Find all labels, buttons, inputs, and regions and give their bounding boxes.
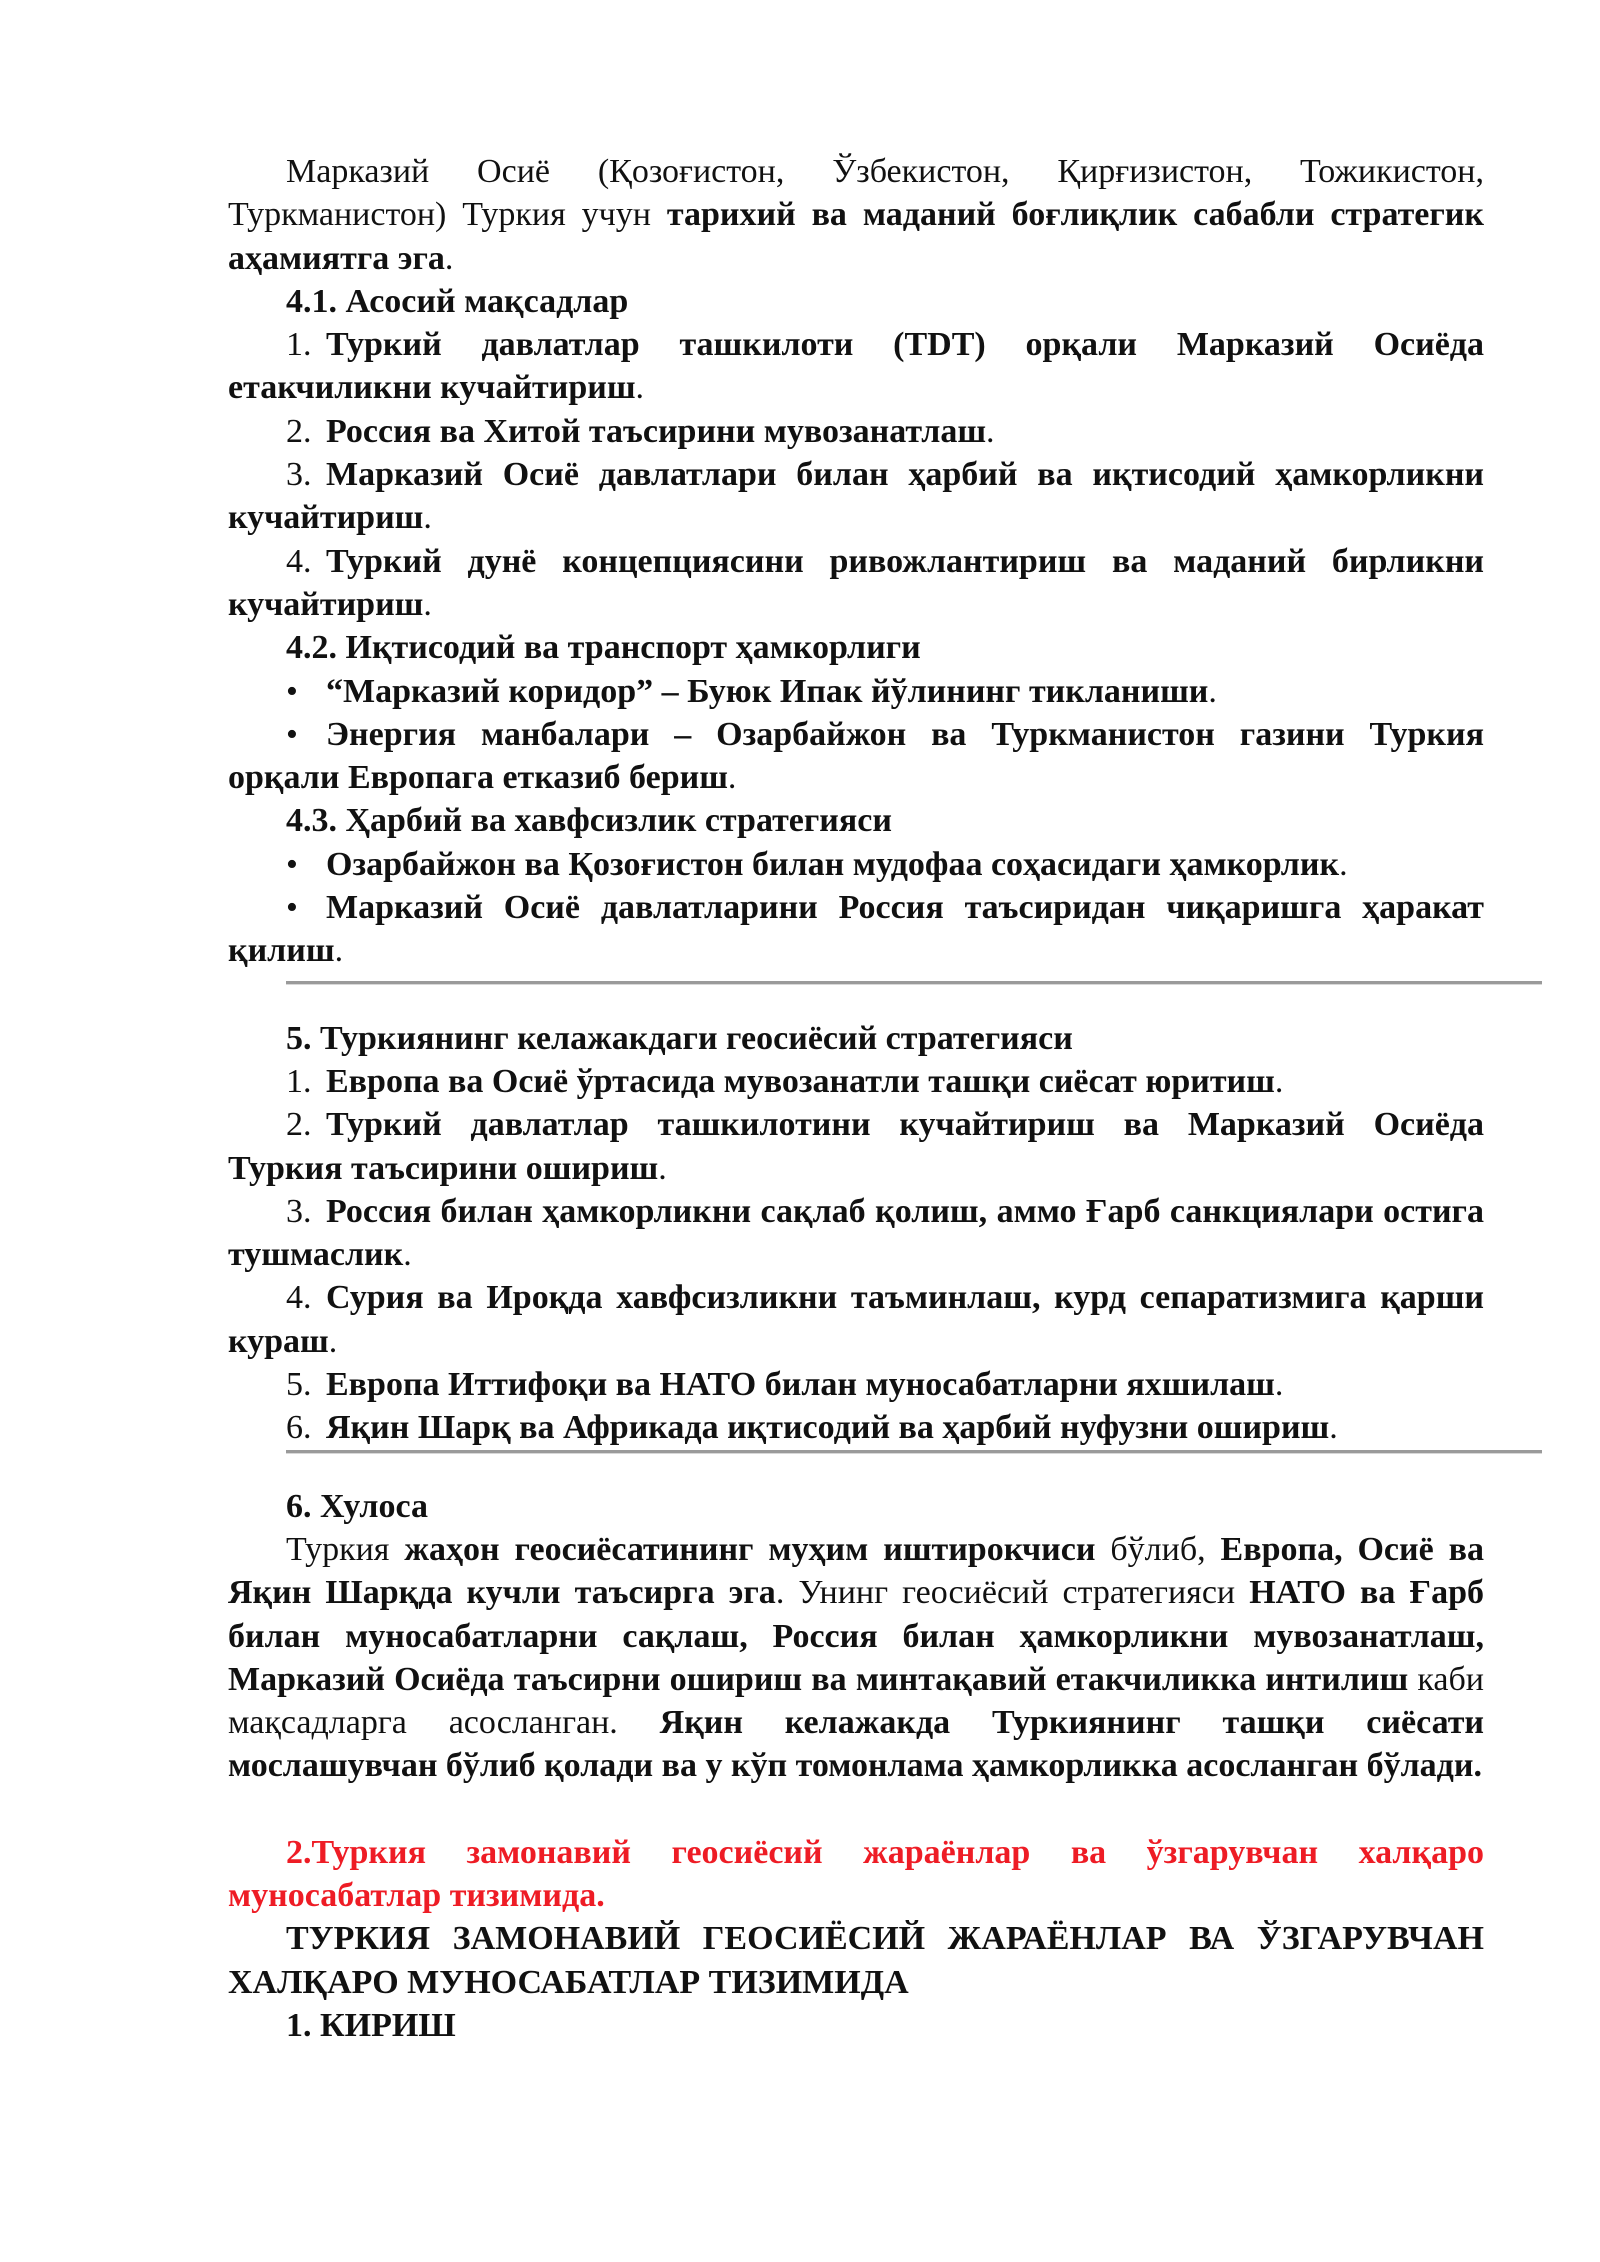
list-item [228,453,1484,540]
conclusion-text: . Унинг геосиёсий стратегияси [775,1574,1250,1612]
list-number: 3. [286,1192,312,1230]
intro-bold-text: тарихий ва маданий боғлиқлик сабабли стратегик аҳамиятга эга [228,196,1484,277]
list-item-end: . [1274,1366,1284,1404]
list-number: 1. [286,1062,312,1100]
conclusion-text: Туркия [286,1530,405,1568]
conclusion-bold-text: жаҳон геосиёсатининг муҳим иштирокчиси [404,1530,1096,1568]
list-item-text: Европа ва Осиё ўртасида мувозанатли ташқи сиёсат юритиш [326,1062,1275,1100]
section-4-3-heading: 4.3. Ҳарбий ва хавфсизлик стратегияси [286,802,892,840]
list-item-end: . [1329,1409,1338,1447]
section-4-2-heading: 4.2. Иқтисодий ва транспорт ҳамкорлиги [286,629,921,667]
section-6-heading: 6. Хулоса [286,1487,428,1525]
list-item [228,410,1484,453]
conclusion-bold-text: Яқин келажакда Туркиянинг ташқи сиёсати мослашувчан бўлиб қолади ва у кўп томонлама ҳамкорликка асосланган бўлади. [228,1704,1484,1785]
subsection-heading: 1. КИРИШ [286,2006,456,2044]
bullet-item-end: . [727,759,737,797]
conclusion-bold-text: Европа, Осиё ва Яқин Шарқда кучли таъсирга эга [228,1530,1484,1612]
list-number: 4. [286,542,312,580]
chapter-caps-title: ТУРКИЯ ЗАМОНАВИЙ ГЕОСИЁСИЙ ЖАРАЁНЛАР ВА ЎЗГАРУВЧАН ХАЛҚАРО МУНОСАБАТЛАР ТИЗИМИДА [228,1920,1484,2001]
list-item-end: . [1274,1062,1284,1100]
bullet-item [228,843,1484,886]
list-item [228,1363,1484,1406]
bullet-item-end: . [1339,845,1348,883]
conclusion-paragraph [228,1528,1484,1788]
list-item-end: . [403,1236,412,1274]
section-5-heading: 5. Туркиянинг келажакдаги геосиёсий стратегияси [286,1019,1073,1057]
bullet-item-text: Озарбайжон ва Қозоғистон билан мудофаа соҳасидаги ҳамкорлик [326,845,1340,883]
list-item-text: Сурия ва Ироқда хавфсизликни таъминлаш, курд сепаратизмига қарши кураш [228,1279,1484,1360]
list-number: 3. [286,456,312,494]
list-item-text: Яқин Шарқ ва Африкада иқтисодий ва ҳарбий нуфузни ошириш [326,1409,1330,1447]
list-item-end: . [986,412,995,450]
list-item-text: Туркий дунё концепциясини ривожлантириш ва маданий бирликни кучайтириш [228,542,1484,623]
bullet-icon: • [286,715,298,753]
conclusion-text: бўлиб, [1095,1530,1221,1568]
bullet-icon: • [286,672,298,710]
list-item [228,1276,1484,1363]
list-item-end: . [635,369,645,407]
bullet-item-text: Марказий Осиё давлатларини Россия таъсиридан чиқаришга ҳаракат қилиш [228,889,1484,970]
list-item-text: Марказий Осиё давлатлари билан ҳарбий ва иқтисодий ҳамкорликни кучайтириш [228,456,1484,537]
section-4-1-heading: 4.1. Асосий мақсадлар [286,282,629,320]
list-item-end: . [423,499,432,537]
chapter-title: 2.Туркия замонавий геосиёсий жараёнлар ва ўзгарувчан халқаро муносабатлар тизимида. [228,1833,1484,1914]
bullet-item-text: “Марказий коридор” – Буюк Ипак йўлининг тикланиши [326,672,1209,710]
conclusion-text: каби мақсадларга асосланган. [228,1660,1484,1742]
list-item [228,1406,1484,1449]
list-item-text: Европа Иттифоқи ва НАТО билан муносабатларни яхшилаш [326,1366,1275,1404]
bullet-item-text: Энергия манбалари – Озарбайжон ва Туркманистон газини Туркия орқали Европага етказиб бериш [228,715,1484,797]
list-number: 6. [286,1409,312,1447]
list-number: 1. [286,326,312,364]
list-item [228,1060,1484,1103]
list-item-end: . [423,585,432,623]
list-item-text: Туркий давлатлар ташкилоти (TDT) орқали Марказий Осиёда етакчиликни кучайтириш [228,326,1484,407]
list-number: 4. [286,1279,312,1317]
list-item-text: Россия ва Хитой таъсирини мувозанатлаш [326,412,987,450]
list-item [228,1103,1484,1190]
list-item-end: . [658,1149,667,1187]
bullet-icon: • [286,845,298,883]
bullet-item [228,713,1484,800]
list-item [228,323,1484,410]
bullet-item [228,670,1484,713]
intro-text: Марказий Осиё (Қозоғистон, Ўзбекистон, Қирғизистон, Тожикистон, Туркманистон) Туркия учун [228,153,1484,234]
bullet-item-end: . [334,932,344,970]
document-page [228,150,1484,2047]
list-number: 2. [286,412,312,450]
list-item-text: Туркий давлатлар ташкилотини кучайтириш ва Марказий Осиёда Туркия таъсирини ошириш [228,1106,1484,1187]
list-item-text: Россия билан ҳамкорликни сақлаб қолиш, аммо Ғарб санкциялари остига тушмаслик [228,1192,1484,1274]
bullet-item [228,886,1484,973]
list-number: 5. [286,1366,312,1404]
list-item [228,540,1484,627]
list-item-end: . [328,1322,338,1360]
intro-period: . [444,239,454,277]
bullet-item-end: . [1208,672,1217,710]
list-number: 2. [286,1106,312,1144]
list-item [228,1190,1484,1277]
bullet-icon: • [286,889,298,927]
intro-paragraph [228,150,1484,280]
conclusion-bold-text: НАТО ва Ғарб билан муносабатларни сақлаш, Россия билан ҳамкорликни мувозанатлаш, Марказий Осиёда таъсирни ошириш ва минтақавий етакчиликка интилиш [228,1574,1485,1698]
